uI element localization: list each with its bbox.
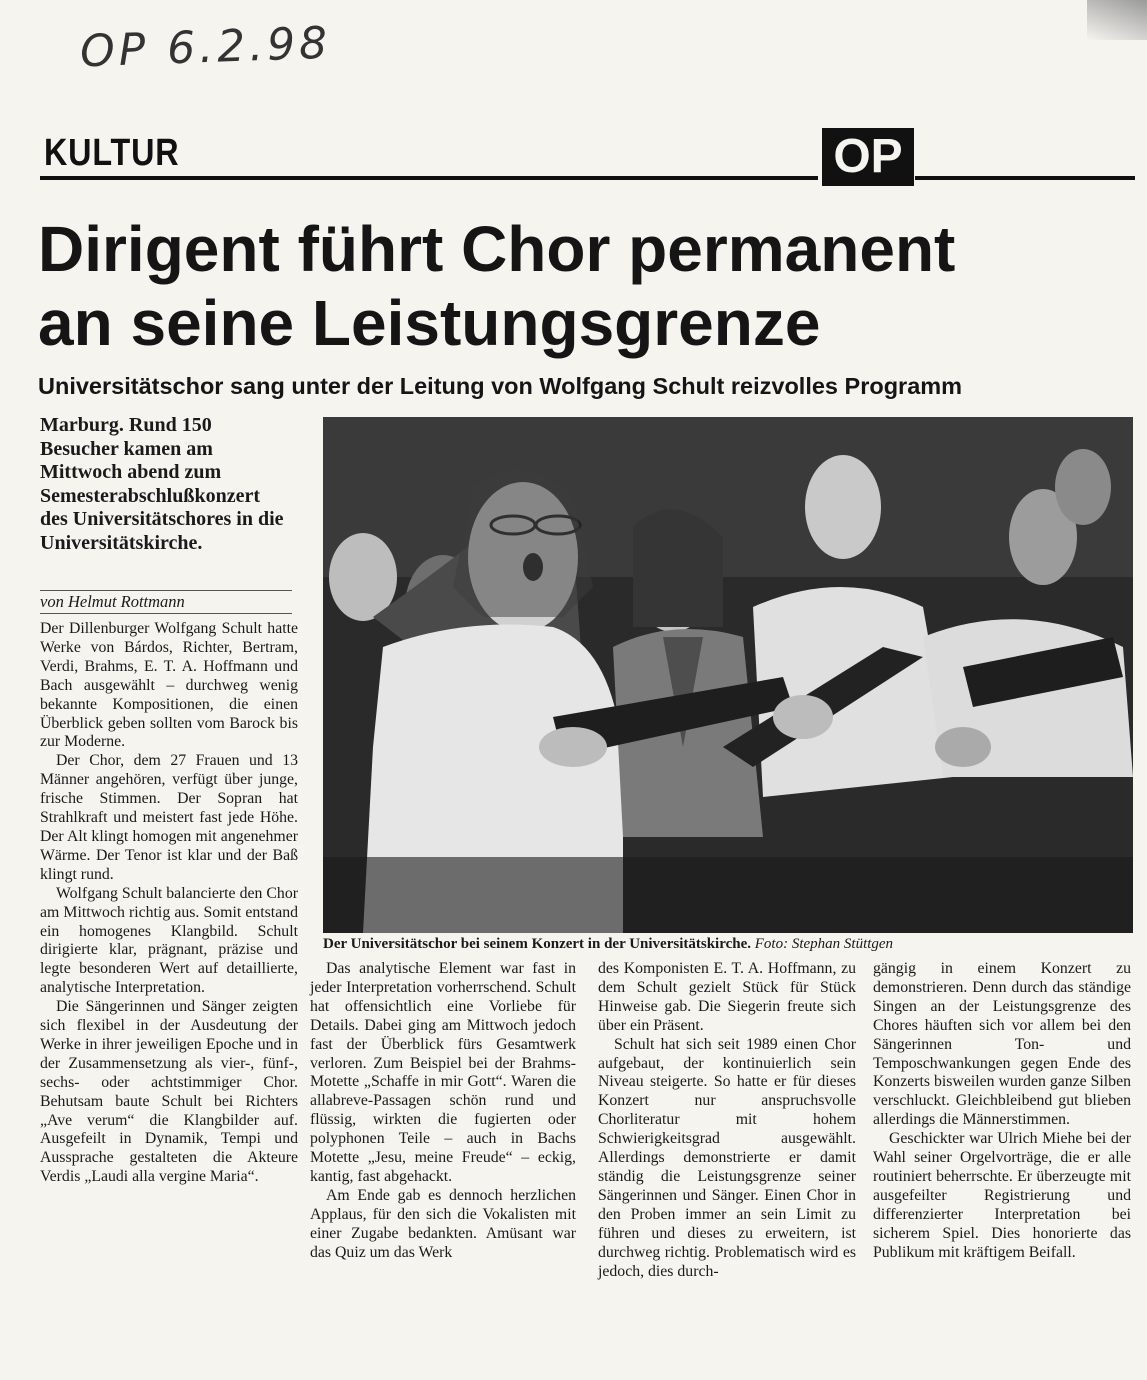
- photo-caption: [323, 936, 1138, 953]
- choir-photo-illustration: [323, 417, 1133, 933]
- scan-shadow: [1087, 0, 1147, 40]
- section-header: [40, 128, 1140, 188]
- newspaper-logo: OP: [822, 128, 914, 186]
- article-column-4: [873, 960, 1131, 1263]
- photo-credit: Foto: Stephan Stüttgen: [754, 936, 894, 952]
- paragraph: Der Chor, dem 27 Frauen und 13 Männer angehören, verfügt über junge, frische Stimmen. Der Sopran hat Strahlkraft und meistert fast jede Höhe. Der Alt klingt homogen mit angenehmer Wärme. Der Tenor ist klar und der Baß klingt rund.: [40, 752, 298, 883]
- paragraph: Geschickter war Ulrich Miehe bei der Wahl seiner Orgelvorträge, die er alle routiniert beherrschte. Er überzeugte mit ausgefeilter Registrierung und differenzierter Interpretation bei sicherem Spiel. Dies honorierte das Publikum mit kräftigem Beifall.: [873, 1130, 1131, 1261]
- section-label: KULTUR: [44, 132, 180, 174]
- paragraph: Das analytische Element war fast in jeder Interpretation vorherrschend. Schult hat offensichtlich eine Vorliebe für Details. Dabei ging am Mittwoch jedoch fast der Überblick fürs Gesamtwerk verloren. Zum Beispiel bei der Brahms-Motette „Schaffe in mir Gott“. Waren die allabreve-Passagen schön rund und flüssig, wirkten die fugierten oder polyphonen Teile – auch in Bachs Motette „Jesu, meine Freude“ – eckig, kantig, fast abgehackt.: [310, 960, 576, 1185]
- article-column-1: [40, 620, 298, 1187]
- paragraph: gängig in einem Konzert zu demonstrieren. Denn durch das ständige Singen an der Leistungsgrenze des Chores häuften sich vor allem bei den Sängerinnen Ton- und Temposchwankungen gegen Ende des Konzerts bisweilen wurden ganze Silben verschluckt. Gleichbleibend gut blieben allerdings die Männerstimmen.: [873, 960, 1131, 1129]
- lead-paragraph: Marburg. Rund 150 Besucher kamen am Mittwoch abend zum Semesterabschlußkonzert des Universitätschores in die Universitätskirche.: [40, 414, 284, 554]
- caption-text: Der Universitätschor bei seinem Konzert in der Universitätskirche.: [323, 936, 751, 952]
- paragraph: Am Ende gab es dennoch herzlichen Applaus, für den sich die Vokalisten mit einer Zugabe bedankten. Amüsant war das Quiz um das Werk: [310, 1186, 576, 1261]
- paragraph: des Komponisten E. T. A. Hoffmann, zu dem Schult gezielt Stück für Stück Hinweise gab. Die Siegerin freute sich über ein Präsent.: [598, 960, 856, 1034]
- paragraph: Schult hat sich seit 1989 einen Chor aufgebaut, der kontinuierlich sein Niveau steigerte. So hatte er für dieses Konzert nur anspruchsvolle Chorliteratur mit hohem Schwierigkeitsgrad ausgewählt. Allerdings demonstrierte er damit ständig die Leistungsgrenze seiner Sängerinnen und Sänger. Einen Chor in den Proben immer an sein Limit zu führen und dieses zu erweitern, ist durchweg richtig. Problematisch wird es jedoch, dies durch-: [598, 1035, 856, 1280]
- subheadline: Universitätschor sang unter der Leitung von Wolfgang Schult reizvolles Programm: [38, 373, 963, 399]
- headline: [38, 212, 1118, 360]
- paragraph: Wolfgang Schult balancierte den Chor am Mittwoch richtig aus. Somit entstand ein homogenes Klangbild. Schult dirigierte klar, prägnant, präzise und legte besonderen Wert auf detaillierte, analytische Interpretation.: [40, 884, 298, 997]
- byline: von Helmut Rottmann: [40, 590, 292, 614]
- article-column-3: [598, 960, 856, 1281]
- paragraph: Der Dillenburger Wolfgang Schult hatte Werke von Bárdos, Richter, Bertram, Verdi, Brahms, E. T. A. Hoffmann und Bach ausgewählt – durchweg wenig bekannte Kompositionen, die einen Überblick geben sollten vom Barock bis zur Moderne.: [40, 620, 298, 751]
- header-rule: [40, 176, 818, 180]
- headline-line-1: Dirigent führt Chor permanent: [38, 213, 956, 285]
- header-rule-right: [915, 176, 1135, 180]
- article-column-2: [310, 960, 576, 1263]
- handwritten-note: OP 6.2.98: [79, 17, 332, 78]
- paragraph: Die Sängerinnen und Sänger zeigten sich flexibel in der Ausdeutung der Werke in ihrer jeweiligen Epoche und in der Zusammensetzung als vier-, fünf-, sechs- oder achtstimmiger Chor. Behutsam baute Schult bei Richters „Ave verum“ die Klangbilder auf. Ausgefeilt in Dynamik, Tempi und Aussprache gestalteten die Akteure Verdis „Laudi alla vergine Maria“.: [40, 998, 298, 1186]
- headline-line-2: an seine Leistungsgrenze: [38, 287, 821, 359]
- choir-photo: [323, 417, 1133, 933]
